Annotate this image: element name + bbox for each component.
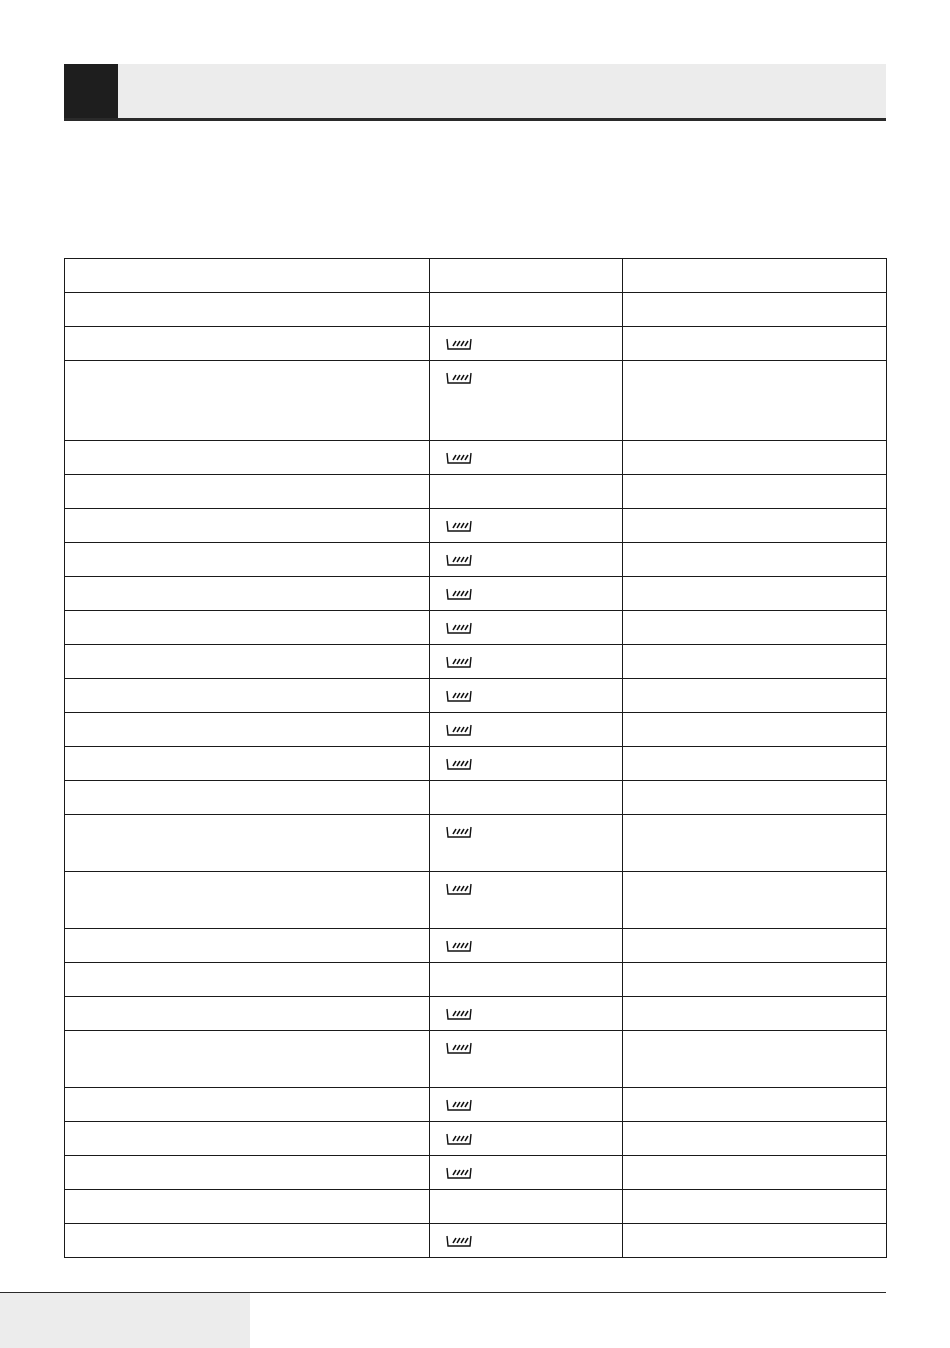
row-label-cell: [65, 872, 430, 929]
row-mode-cell: [430, 963, 623, 997]
microwave-symbol-icon: [445, 723, 473, 737]
table-row: [65, 1122, 887, 1156]
table-row: [65, 929, 887, 963]
row-value: [623, 679, 886, 688]
microwave-symbol-icon: [445, 587, 473, 601]
row-value-cell: [623, 1224, 887, 1258]
row-mode-cell: [430, 577, 623, 611]
microwave-symbol-icon: [445, 939, 473, 953]
row-mode-cell: [430, 475, 623, 509]
row-label: [65, 1156, 429, 1165]
row-value: [623, 509, 886, 518]
row-label: [65, 577, 429, 586]
microwave-symbol-icon: [445, 1234, 473, 1248]
row-label: [65, 293, 429, 302]
row-mode-cell: [430, 327, 623, 361]
row-label-cell: [65, 1156, 430, 1190]
row-label-cell: [65, 327, 430, 361]
row-mode-cell: [430, 747, 623, 781]
row-mode-cell: [430, 361, 623, 441]
row-value: [623, 781, 886, 790]
row-value: [623, 441, 886, 450]
row-value-cell: [623, 781, 887, 815]
row-mode-cell: [430, 293, 623, 327]
row-mode-cell: [430, 1088, 623, 1122]
microwave-symbol-icon: [445, 337, 473, 351]
microwave-symbol-icon: [445, 689, 473, 703]
row-value-cell: [623, 1088, 887, 1122]
row-label-cell: [65, 441, 430, 475]
table-row: [65, 509, 887, 543]
row-mode-cell: [430, 1224, 623, 1258]
row-mode-cell: [430, 1190, 623, 1224]
row-mode-cell: [430, 815, 623, 872]
table-body: [65, 259, 887, 1258]
table-row: [65, 1190, 887, 1224]
row-value: [623, 747, 886, 756]
microwave-symbol-icon: [445, 1132, 473, 1146]
row-value-cell: [623, 577, 887, 611]
row-label-cell: [65, 361, 430, 441]
row-value-cell: [623, 475, 887, 509]
table-row: [65, 1031, 887, 1088]
row-value: [623, 1190, 886, 1199]
row-label-cell: [65, 963, 430, 997]
row-label: [65, 611, 429, 620]
row-value-cell: [623, 963, 887, 997]
row-label: [65, 475, 429, 484]
row-value: [623, 872, 886, 881]
table-row: [65, 327, 887, 361]
row-label: [65, 327, 429, 336]
row-label-cell: [65, 475, 430, 509]
intro-paragraph: [64, 170, 886, 230]
row-value: [623, 611, 886, 620]
section-number-block: [64, 64, 118, 118]
row-value-cell: [623, 1031, 887, 1088]
row-value: [623, 1122, 886, 1131]
table-row: [65, 1224, 887, 1258]
row-value-cell: [623, 327, 887, 361]
row-label-cell: [65, 259, 430, 293]
table-row: [65, 872, 887, 929]
row-value-cell: [623, 361, 887, 441]
row-label-cell: [65, 1224, 430, 1258]
table-row: [65, 679, 887, 713]
row-label-cell: [65, 577, 430, 611]
row-value: [623, 475, 886, 484]
table-row: [65, 361, 887, 441]
microwave-symbol-icon: [445, 371, 473, 385]
microwave-symbol-icon: [445, 1166, 473, 1180]
row-label: [65, 747, 429, 756]
table-row: [65, 997, 887, 1031]
row-label-cell: [65, 611, 430, 645]
table-row: [65, 293, 887, 327]
row-value: [623, 1031, 886, 1040]
table-row: [65, 543, 887, 577]
row-mode-cell: [430, 645, 623, 679]
row-value: [623, 929, 886, 938]
row-value-cell: [623, 997, 887, 1031]
microwave-symbol-icon: [445, 825, 473, 839]
table-row: [65, 713, 887, 747]
row-label-cell: [65, 509, 430, 543]
row-mode-cell: [430, 509, 623, 543]
row-value: [623, 963, 886, 972]
row-label: [65, 441, 429, 450]
row-label: [65, 781, 429, 790]
row-mode-cell: [430, 997, 623, 1031]
row-mode-cell: [430, 611, 623, 645]
row-mode-cell: [430, 781, 623, 815]
table-row: [65, 259, 887, 293]
table-row: [65, 577, 887, 611]
row-label-cell: [65, 679, 430, 713]
table-row: [65, 1156, 887, 1190]
microwave-symbol-icon: [445, 1041, 473, 1055]
row-value: [623, 645, 886, 654]
table-row: [65, 645, 887, 679]
row-value-cell: [623, 1190, 887, 1224]
row-value: [623, 361, 886, 370]
row-mode-cell: [430, 679, 623, 713]
row-value: [623, 815, 886, 824]
row-value: [623, 1088, 886, 1097]
table-row: [65, 441, 887, 475]
row-value-cell: [623, 259, 887, 293]
row-mode-cell: [430, 872, 623, 929]
row-label: [65, 679, 429, 688]
row-label: [65, 929, 429, 938]
row-value: [623, 259, 886, 268]
row-label: [65, 645, 429, 654]
table-row: [65, 815, 887, 872]
row-label-cell: [65, 1031, 430, 1088]
row-value-cell: [623, 747, 887, 781]
row-label-cell: [65, 645, 430, 679]
table-row: [65, 475, 887, 509]
table-row: [65, 963, 887, 997]
microwave-symbol-icon: [445, 1098, 473, 1112]
row-label: [65, 815, 429, 824]
row-label: [65, 1031, 429, 1040]
row-value: [623, 293, 886, 302]
row-value: [623, 577, 886, 586]
table-row: [65, 611, 887, 645]
microwave-symbol-icon: [445, 451, 473, 465]
row-value: [623, 543, 886, 552]
microwave-symbol-icon: [445, 655, 473, 669]
table-row: [65, 747, 887, 781]
microwave-symbol-icon: [445, 882, 473, 896]
row-value-cell: [623, 509, 887, 543]
specification-table: [64, 258, 887, 1258]
row-mode-cell: [430, 543, 623, 577]
row-label: [65, 259, 429, 268]
row-label: [65, 361, 429, 370]
row-value-cell: [623, 679, 887, 713]
row-value: [623, 1156, 886, 1165]
row-value-cell: [623, 611, 887, 645]
row-value: [623, 1224, 886, 1233]
row-label-cell: [65, 713, 430, 747]
row-mode-cell: [430, 713, 623, 747]
row-value-cell: [623, 645, 887, 679]
row-value-cell: [623, 543, 887, 577]
row-value: [623, 713, 886, 722]
row-mode-cell: [430, 1031, 623, 1088]
row-label-cell: [65, 747, 430, 781]
row-mode-cell: [430, 1122, 623, 1156]
row-label: [65, 509, 429, 518]
row-label: [65, 1088, 429, 1097]
table-row: [65, 1088, 887, 1122]
microwave-symbol-icon: [445, 621, 473, 635]
table-row: [65, 781, 887, 815]
row-value-cell: [623, 929, 887, 963]
row-mode-cell: [430, 259, 623, 293]
microwave-symbol-icon: [445, 757, 473, 771]
microwave-symbol-icon: [445, 1007, 473, 1021]
row-label: [65, 543, 429, 552]
row-value-cell: [623, 872, 887, 929]
row-label-cell: [65, 543, 430, 577]
row-label: [65, 1190, 429, 1199]
header-divider: [64, 118, 886, 121]
row-mode-cell: [430, 441, 623, 475]
section-header-bar: [64, 64, 886, 118]
row-label-cell: [65, 781, 430, 815]
row-mode-cell: [430, 1156, 623, 1190]
row-mode-cell: [430, 929, 623, 963]
row-label: [65, 997, 429, 1006]
row-label-cell: [65, 1088, 430, 1122]
row-label-cell: [65, 1122, 430, 1156]
row-label: [65, 1224, 429, 1233]
row-value-cell: [623, 815, 887, 872]
row-value: [623, 997, 886, 1006]
row-value-cell: [623, 1156, 887, 1190]
row-label-cell: [65, 929, 430, 963]
row-label-cell: [65, 997, 430, 1031]
row-value-cell: [623, 293, 887, 327]
row-value-cell: [623, 1122, 887, 1156]
microwave-symbol-icon: [445, 553, 473, 567]
row-label: [65, 713, 429, 722]
row-label-cell: [65, 1190, 430, 1224]
row-value: [623, 327, 886, 336]
row-label-cell: [65, 815, 430, 872]
row-label: [65, 1122, 429, 1131]
row-label-cell: [65, 293, 430, 327]
microwave-symbol-icon: [445, 519, 473, 533]
row-value-cell: [623, 713, 887, 747]
row-value-cell: [623, 441, 887, 475]
footer-page-block: [0, 1293, 250, 1348]
row-label: [65, 963, 429, 972]
row-label: [65, 872, 429, 881]
